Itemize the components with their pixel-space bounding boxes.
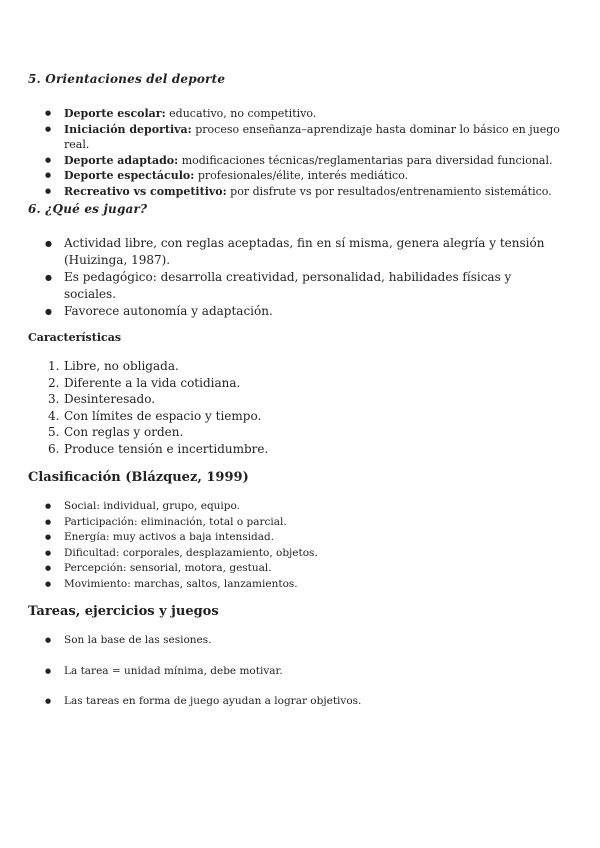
list-item: ● Percepción: sensorial, motora, gestual. bbox=[28, 561, 568, 577]
list-item bbox=[28, 441, 568, 458]
list-item bbox=[28, 122, 568, 153]
list-item: ● Social: individual, grupo, equipo. bbox=[28, 499, 568, 515]
item-text: Diferente a la vida cotidiana. bbox=[64, 375, 241, 390]
list-item: ● Favorece autonomía y adaptación. bbox=[28, 303, 558, 320]
item-term: Recreativo vs competitivo: bbox=[64, 184, 227, 198]
tareas-heading: Tareas, ejercicios y juegos bbox=[28, 604, 219, 619]
caracteristicas-section bbox=[28, 331, 568, 344]
item-term: Deporte escolar: bbox=[64, 107, 166, 120]
caracteristicas-heading: Características bbox=[28, 331, 122, 344]
section-5 bbox=[28, 72, 568, 86]
tareas-section bbox=[28, 604, 568, 619]
list-item bbox=[28, 375, 568, 392]
list-item: ● Las tareas en forma de juego ayudan a lograr objetivos. bbox=[28, 694, 568, 710]
caracteristicas-list bbox=[28, 358, 568, 457]
tareas-list bbox=[28, 633, 568, 710]
item-number: 6. bbox=[48, 441, 60, 456]
list-item bbox=[28, 184, 568, 200]
list-item bbox=[28, 408, 568, 425]
list-item bbox=[28, 168, 568, 184]
jugar-list bbox=[28, 235, 558, 320]
list-item bbox=[28, 106, 568, 122]
list-item bbox=[28, 358, 568, 375]
list-item: ● Dificultad: corporales, desplazamiento, objetos. bbox=[28, 546, 568, 562]
clasificacion-heading: Clasificación (Blázquez, 1999) bbox=[28, 470, 249, 485]
item-text: Desinteresado. bbox=[64, 392, 156, 406]
list-item: ● Actividad libre, con reglas aceptadas, fin en sí misma, genera alegría y tensión (Huizinga, 1987). bbox=[28, 235, 558, 269]
list-item: ● Es pedagógico: desarrolla creatividad, personalidad, habilidades físicas y sociales. bbox=[28, 269, 558, 303]
item-desc: por disfrute vs por resultados/entrenamiento sistemático. bbox=[226, 184, 552, 198]
item-number: 5. bbox=[48, 425, 60, 439]
item-number: 3. bbox=[48, 392, 60, 406]
list-item: ● La tarea = unidad mínima, debe motivar. bbox=[28, 664, 568, 680]
item-text: Produce tensión e incertidumbre. bbox=[64, 441, 269, 456]
item-term: Iniciación deportiva: bbox=[64, 122, 192, 136]
clasificacion-section bbox=[28, 470, 568, 485]
item-number: 1. bbox=[48, 359, 60, 373]
item-number: 2. bbox=[48, 375, 60, 390]
item-text: Libre, no obligada. bbox=[64, 359, 179, 373]
section-6-heading: 6. ¿Qué es jugar? bbox=[28, 202, 148, 216]
list-item: ● Son la base de las sesiones. bbox=[28, 633, 568, 649]
list-item: ● Energía: muy activos a baja intensidad. bbox=[28, 530, 568, 546]
item-desc: proceso enseñanza–aprendizaje hasta dominar lo básico en juego real. bbox=[64, 122, 560, 151]
clasificacion-list bbox=[28, 499, 568, 592]
item-text: Con límites de espacio y tiempo. bbox=[64, 408, 262, 423]
section-6 bbox=[28, 202, 568, 216]
list-item bbox=[28, 424, 568, 441]
item-desc: modificaciones técnicas/reglamentarias para diversidad funcional. bbox=[178, 153, 553, 167]
list-item bbox=[28, 153, 568, 169]
list-item: ● Participación: eliminación, total o parcial. bbox=[28, 515, 568, 531]
item-text: Con reglas y orden. bbox=[64, 425, 184, 439]
list-item: ● Movimiento: marchas, saltos, lanzamientos. bbox=[28, 577, 568, 593]
orientaciones-list bbox=[28, 106, 568, 199]
list-item bbox=[28, 391, 568, 408]
section-5-heading: 5. Orientaciones del deporte bbox=[28, 72, 226, 86]
item-number: 4. bbox=[48, 408, 60, 423]
item-desc: educativo, no competitivo. bbox=[165, 107, 317, 120]
item-term: Deporte adaptado: bbox=[64, 153, 179, 167]
item-desc: profesionales/élite, interés mediático. bbox=[194, 169, 409, 182]
item-term: Deporte espectáculo: bbox=[64, 169, 195, 182]
